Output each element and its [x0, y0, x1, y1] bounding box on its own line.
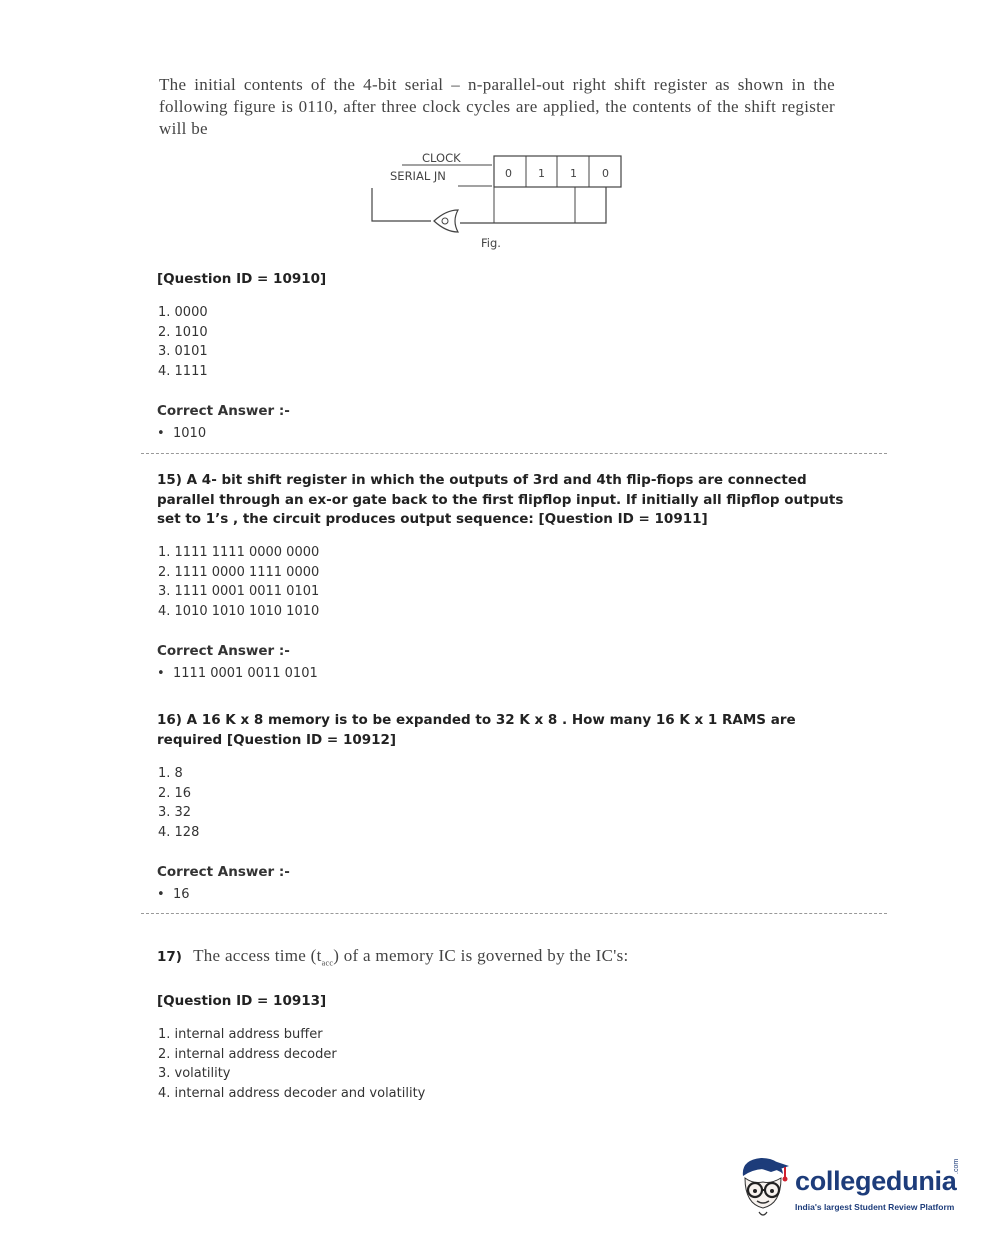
logo-suffix: .com [953, 1158, 960, 1174]
logo-wordmark: collegedunia [795, 1166, 957, 1196]
q15-correct-answer-value: 1111 0001 0011 0101 [173, 666, 318, 681]
collegedunia-logo [735, 1152, 975, 1224]
fig-caption: Fig. [481, 236, 501, 250]
fig-clock-label: CLOCK [422, 151, 461, 165]
q15-question-text: 15) A 4- bit shift register in which the outputs of 3rd and 4th flip-fiops are connected parallel through an ex-or gate back to the first flipflop input. If initially all flipflop outputs set to 1’s , the circuit produces output sequence: [Question ID = 10911] [157, 472, 844, 527]
q17-option-1: 1. internal address buffer [158, 1027, 323, 1042]
q16-options [158, 764, 199, 842]
q17-question-text: The access time $(t_{acc})$ of a memory IC is governed by the IC's: [193, 946, 629, 968]
q14-question-text: The initial contents of the 4-bit serial – n-parallel-out right shift register as shown in the following figure is 0110, after three clock cycles are applied, the contents of the shift register will be [159, 75, 835, 138]
q17-options [158, 1025, 425, 1103]
mascot-icon [735, 1154, 793, 1222]
q14-correct-answer-label: Correct Answer :- [157, 403, 290, 419]
q17-question [157, 946, 629, 967]
q14-correct-answer-value: 1010 [173, 426, 207, 441]
q16-option-4: 4. 128 [158, 824, 200, 840]
section-divider [141, 913, 887, 914]
q16-correct-answer [157, 887, 190, 902]
q17-option-2: 2. internal address decoder [158, 1046, 337, 1062]
q15-correct-answer [157, 666, 318, 681]
bullet-icon: • [157, 887, 165, 902]
q15-option-2: 2. 1111 0000 1111 0000 [158, 564, 320, 580]
q15-options [158, 543, 319, 621]
bullet-icon: • [157, 426, 165, 441]
q14-option-3: 3. 0101 [158, 344, 208, 360]
q16-correct-answer-label: Correct Answer :- [157, 864, 290, 880]
q16-option-1: 1. 8 [158, 766, 183, 781]
q16-question-text: 16) A 16 K x 8 memory is to be expanded to 32 K x 8 . How many 16 K x 1 RAMS are required [Question ID = 10912] [157, 712, 796, 748]
fig-bit-2: 1 [538, 167, 545, 180]
q17-number: 17) [157, 949, 182, 965]
q14-question-id: [Question ID = 10910] [157, 271, 327, 287]
q15-option-1: 1. 1111 1111 0000 0000 [158, 545, 320, 560]
q17-option-3: 3. volatility [158, 1066, 231, 1082]
fig-serial-label: SERIAL JN [390, 169, 446, 183]
q14-options [158, 303, 208, 381]
q14-correct-answer [157, 426, 206, 441]
q16-option-2: 2. 16 [158, 785, 192, 801]
q16-correct-answer-value: 16 [173, 887, 190, 902]
q15-option-4: 4. 1010 1010 1010 1010 [158, 603, 320, 619]
fig-bit-3: 1 [570, 167, 577, 180]
bullet-icon: • [157, 666, 165, 681]
q16-option-3: 3. 32 [158, 805, 192, 821]
q17-question-id: [Question ID = 10913] [157, 993, 327, 1009]
logo-tagline: India's largest Student Review Platform [795, 1202, 955, 1212]
q15-correct-answer-label: Correct Answer :- [157, 643, 290, 659]
q17-option-4: 4. internal address decoder and volatility [158, 1085, 426, 1101]
fig-bit-1: 0 [505, 167, 512, 180]
fig-bit-4: 0 [602, 167, 609, 180]
section-divider [141, 453, 887, 454]
q14-option-2: 2. 1010 [158, 324, 208, 340]
q14-shift-register-figure [368, 148, 628, 253]
q14-option-4: 4. 1111 [158, 363, 208, 379]
q15-option-3: 3. 1111 0001 0011 0101 [158, 584, 320, 600]
q14-option-1: 1. 0000 [158, 305, 208, 320]
